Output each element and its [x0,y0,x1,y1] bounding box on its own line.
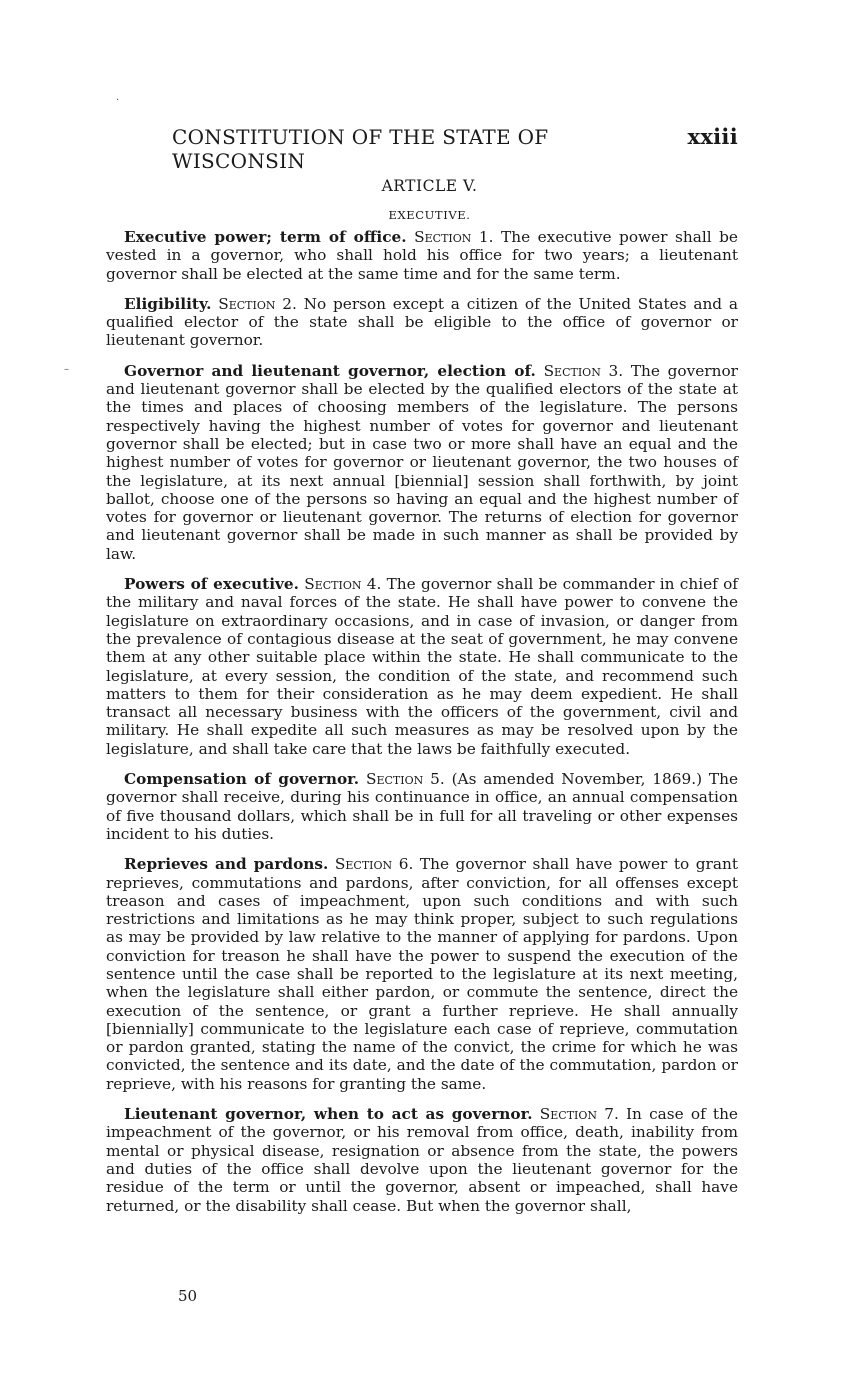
header-page-roman: xxiii [687,124,738,149]
section-5 [106,770,738,843]
section-heading: Powers of executive. [124,575,299,594]
section-label: Section 6. [334,855,414,874]
section-label: Section 4. [304,575,382,594]
section-text: The executive power shall be vested in a governor, who shall hold his office for two years; a lieutenant governor shall be elected at the same time and for the same term. [106,228,738,283]
section-heading: Reprieves and pardons. [124,855,329,874]
section-heading: Compensation of governor. [124,770,360,789]
section-heading: Executive power; term of office. [124,228,407,246]
section-text: The governor and lieutenant governor shall be elected by the qualified electors of the state at the times and places of choosing members of the legislature. The persons respectively having the highest number of votes for governor and lieutenant governor shall be elected; but in case two or more shall have an equal and the highest number of votes for governor or lieutenant governor, the two houses of the legislature, at its next annual [biennial] session shall forthwith, by joint ballot, choose one of the persons so having an equal and the highest number of votes for governor or lieutenant governor. The returns of election for governor and lieutenant governor shall be made in such manner as shall be provided by law. [106,361,738,563]
section-text: In case of the impeachment of the governor, or his removal from office, death, inability from mental or physical disease, resignation or absence from the state, the powers and duties of the office shall devolve upon the lieutenant governor for the residue of the term or until the governor, absent or impeached, shall have returned, or the disability shall cease. But when the governor shall, [106,1105,738,1215]
section-2 [106,295,738,350]
section-3 [106,362,738,563]
section-1 [106,228,738,283]
section-7 [106,1105,738,1215]
section-label: Section 3. [543,361,624,380]
section-text: The governor shall be commander in chief of the military and naval forces of the state. He shall have power to convene the legislature on extraordinary occasions, and in case of invasion, or danger from the prevalence of contagious disease at the seat of government, he may convene them at any other suitable place within the state. He shall communicate to the legislature, at every session, the condition of the state, and recommend such matters to them for their consideration as he may deem expedient. He shall transact all necessary business with the officers of the government, civil and military. He shall expedite all such measures as may be resolved upon by the legislature, and shall take care that the laws be faithfully executed. [106,575,738,758]
running-header [172,124,738,173]
section-label: Section 1. [414,228,494,246]
section-4 [106,575,738,758]
section-text: No person except a citizen of the United States and a qualified elector of the state shall be eligible to the office of governor or lieutenant governor. [106,294,738,350]
article-subtitle: EXECUTIVE. [388,208,471,222]
section-text: The governor shall have power to grant reprieves, commutations and pardons, after conviction, for all offenses except treason and cases of impeachment, upon such conditions and with such restrictions and limitations as he may think proper, subject to such regulations as may be provided by law relative to the manner of applying for pardons. Upon conviction for treason he shall have the power to suspend the execution of the sentence until the case shall be reported to the legislature at its next meeting, when the legislature shall either pardon, or commute the sentence, direct the execution of the sentence, or grant a further reprieve. He shall annually [biennially] communicate to the legislature each case of reprieve, commutation or pardon granted, stating the name of the convict, the crime for which he was convicted, the sentence and its date, and the date of the commutation, pardon or reprieve, with his reasons for granting the same. [106,855,738,1093]
footer-page-number: 50 [178,1287,198,1305]
article-body [106,228,738,1227]
header-title: CONSTITUTION OF THE STATE OF WISCONSIN [172,125,549,173]
margin-mark: – [64,364,69,375]
section-label: Section 5. [366,770,445,789]
section-label: Section 2. [218,294,297,313]
section-heading: Lieutenant governor, when to act as governor. [124,1105,533,1124]
scan-speck: . [116,92,120,103]
section-6 [106,855,738,1093]
section-heading: Eligibility. [124,294,212,313]
section-text: (As amended November, 1869.) The governor shall receive, during his continuance in office, an annual compensation of five thousand dollars, which shall be in full for all traveling or other expenses incident to his duties. [106,770,738,843]
article-title: ARTICLE V. [381,177,478,195]
section-heading: Governor and lieutenant governor, election of. [124,361,536,380]
section-label: Section 7. [539,1105,619,1124]
